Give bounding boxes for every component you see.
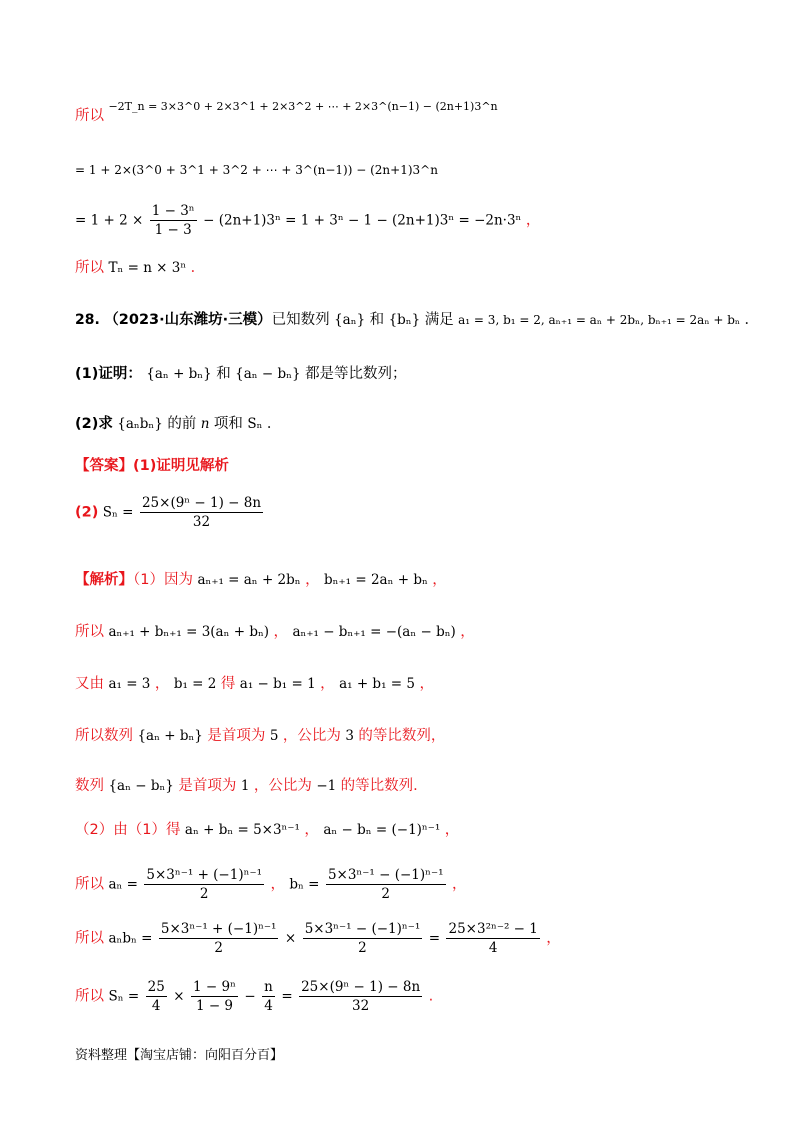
punctuation: ， — [154, 676, 170, 692]
analysis-line-6 — [75, 820, 459, 840]
analysis-line-4 — [75, 726, 445, 746]
equation: − (2n+1)3ⁿ = 1 + 3ⁿ − 1 − (2n+1)3ⁿ = −2n·3ⁿ — [203, 212, 522, 229]
denominator: 4 — [264, 998, 273, 1014]
equation: bₙ = — [289, 876, 320, 893]
punctuation: ， — [304, 822, 319, 838]
sequence-b: {bₙ} — [388, 312, 421, 328]
punctuation: ， — [305, 572, 320, 588]
equation: aₙ₊₁ = aₙ + 2bₙ — [197, 572, 301, 588]
sum-symbol: Sₙ — [247, 416, 263, 432]
equation: aₙ − bₙ = (−1)ⁿ⁻¹ — [323, 822, 441, 838]
fraction — [299, 978, 422, 1015]
equation: Sₙ = — [108, 988, 140, 1005]
punctuation: ， — [273, 624, 289, 640]
punctuation: ． — [744, 312, 760, 328]
analysis-text: 的等比数列， — [358, 728, 446, 744]
equation: bₙ₊₁ = 2aₙ + bₙ — [324, 572, 428, 588]
punctuation: ， — [444, 822, 460, 838]
equation: = 1 + 2 × — [75, 212, 144, 229]
equation: a₁ = 3 — [108, 676, 151, 692]
numerator: 1 − 3ⁿ — [151, 203, 195, 219]
denominator: 2 — [381, 886, 391, 902]
numerator: 5×3ⁿ⁻¹ + (−1)ⁿ⁻¹ — [146, 867, 262, 883]
fraction — [140, 494, 263, 531]
equation: Sₙ = — [102, 504, 134, 521]
equation: a₁ + b₁ = 5 — [339, 676, 415, 692]
analysis-text: 所以 — [75, 624, 104, 640]
value: 1 — [240, 778, 250, 794]
punctuation: ， — [451, 876, 467, 893]
answer-part-label: (2) — [75, 504, 99, 521]
fraction — [326, 866, 446, 903]
operator: − — [244, 988, 256, 1005]
answer-part-1: (1)证明见解析 — [133, 458, 229, 474]
punctuation: ， — [460, 624, 475, 640]
fraction — [446, 920, 539, 957]
fraction — [159, 920, 279, 957]
operator: × — [173, 988, 185, 1005]
fraction — [150, 202, 197, 239]
punctuation: ． — [190, 260, 206, 276]
analysis-text: ，公比为 — [253, 778, 312, 794]
analysis-text: 是首项为 — [207, 728, 266, 744]
analysis-line-8 — [75, 920, 561, 957]
numerator: 25×3²ⁿ⁻² − 1 — [448, 921, 538, 937]
stem-text: 和 — [369, 312, 385, 328]
numerator: 25 — [147, 979, 165, 995]
stem-text: 和 — [216, 366, 231, 382]
value: 5 — [269, 728, 279, 744]
sequence-a: {aₙ} — [334, 312, 366, 328]
fraction — [146, 978, 167, 1015]
analysis-line-5 — [75, 776, 418, 796]
solution-line-3 — [75, 202, 540, 239]
denominator: 2 — [199, 886, 209, 902]
operator: = — [428, 930, 441, 947]
analysis-line-9 — [75, 978, 433, 1015]
denominator: 4 — [488, 940, 498, 956]
punctuation: ， — [525, 212, 541, 229]
question-2 — [75, 414, 281, 434]
analysis-text: 得 — [220, 676, 236, 692]
numerator: 5×3ⁿ⁻¹ + (−1)ⁿ⁻¹ — [160, 921, 277, 937]
answer-line-1 — [75, 456, 229, 476]
analysis-text: 所以 — [75, 876, 104, 893]
analysis-line-3 — [75, 674, 434, 694]
stem-text: 都是等比数列； — [305, 366, 407, 382]
problem-number: 28. — [75, 312, 100, 328]
solution-line-2 — [75, 160, 438, 180]
answer-label: 【答案】 — [75, 458, 133, 474]
stem-text: 的前 — [167, 416, 197, 432]
denominator: 2 — [214, 940, 223, 956]
stem-text: 已知数列 — [271, 312, 330, 328]
denominator: 1 − 3 — [154, 222, 192, 238]
punctuation: . — [428, 988, 434, 1005]
solution-line-1 — [75, 98, 498, 124]
analysis-line-1 — [75, 570, 447, 590]
numerator: 5×3ⁿ⁻¹ − (−1)ⁿ⁻¹ — [327, 867, 444, 883]
numerator: n — [264, 979, 273, 995]
sequence: {aₙ − bₙ} — [108, 778, 174, 794]
fraction — [262, 978, 275, 1015]
value: 3 — [345, 728, 354, 744]
punctuation: ， — [432, 572, 447, 588]
footer-text: 资料整理【淘宝店铺：向阳百分百】 — [75, 1048, 284, 1063]
analysis-text: 所以 — [75, 988, 104, 1005]
analysis-line-2 — [75, 622, 475, 642]
analysis-label: 【解析】 — [75, 572, 133, 588]
analysis-text: （1）因为 — [133, 572, 193, 588]
question-label: (2)求 — [75, 416, 113, 432]
fraction — [191, 978, 238, 1015]
punctuation: ． — [266, 416, 282, 432]
analysis-text: 数列 — [75, 778, 104, 794]
solution-line-4 — [75, 258, 205, 278]
equation: a₁ − b₁ = 1 — [239, 676, 316, 692]
operator: × — [284, 930, 297, 947]
condition: a₁ = 3, b₁ = 2, aₙ₊₁ = aₙ + 2bₙ, bₙ₊₁ = 2aₙ + bₙ — [458, 313, 741, 327]
punctuation: ， — [270, 876, 285, 893]
stem-text: 项和 — [213, 416, 243, 432]
problem-stem — [75, 310, 759, 330]
analysis-text: 所以 — [75, 930, 104, 947]
analysis-text: 所以数列 — [75, 728, 133, 744]
analysis-line-7 — [75, 866, 466, 903]
equation: = 1 + 2×(3^0 + 3^1 + 3^2 + ⋯ + 3^(n−1)) − (2n+1)3^n — [75, 163, 438, 177]
denominator: 32 — [352, 998, 370, 1014]
equation: aₙ + bₙ = 5×3ⁿ⁻¹ — [184, 822, 300, 838]
page-footer — [75, 1046, 283, 1066]
analysis-text: 又由 — [75, 676, 104, 692]
variable-n: n — [200, 416, 210, 432]
equation: b₁ = 2 — [173, 676, 217, 692]
numerator: 5×3ⁿ⁻¹ − (−1)ⁿ⁻¹ — [304, 921, 421, 937]
punctuation: ， — [546, 930, 561, 947]
sequence: {aₙ − bₙ} — [235, 366, 301, 382]
sequence: {aₙ + bₙ} — [137, 728, 203, 744]
analysis-text: （2）由（1）得 — [75, 822, 181, 838]
problem-source: （2023·山东潍坊·三模） — [104, 312, 272, 328]
value: −1 — [316, 778, 337, 794]
punctuation: ， — [320, 676, 335, 692]
sequence: {aₙ + bₙ} — [146, 366, 212, 382]
denominator: 1 − 9 — [195, 998, 234, 1014]
stem-text: 满足 — [424, 312, 454, 328]
analysis-text: 的等比数列. — [340, 778, 418, 794]
equation: Tₙ = n × 3ⁿ — [108, 260, 187, 276]
fraction — [144, 866, 264, 903]
denominator: 4 — [151, 998, 161, 1014]
so-label: 所以 — [75, 108, 104, 124]
fraction — [303, 920, 423, 957]
numerator: 25×(9ⁿ − 1) − 8n — [141, 495, 262, 511]
equation: aₙ = — [108, 876, 138, 893]
operator: = — [281, 988, 293, 1005]
equation: aₙbₙ = — [108, 930, 153, 947]
equation: aₙ₊₁ + bₙ₊₁ = 3(aₙ + bₙ) — [108, 624, 270, 640]
answer-line-2 — [75, 494, 265, 531]
so-label: 所以 — [75, 260, 104, 276]
analysis-text: ，公比为 — [282, 728, 341, 744]
question-1 — [75, 364, 407, 384]
question-label: (1)证明： — [75, 366, 142, 382]
punctuation: ， — [419, 676, 434, 692]
equation: −2T_n = 3×3^0 + 2×3^1 + 2×3^2 + ⋯ + 2×3^(n−1) − (2n+1)3^n — [108, 100, 498, 113]
denominator: 2 — [358, 940, 367, 956]
numerator: 25×(9ⁿ − 1) − 8n — [301, 979, 421, 995]
denominator: 32 — [192, 514, 211, 530]
equation: aₙ₊₁ − bₙ₊₁ = −(aₙ − bₙ) — [292, 624, 456, 640]
numerator: 1 − 9ⁿ — [193, 979, 236, 995]
sequence: {aₙbₙ} — [117, 416, 163, 432]
analysis-text: 是首项为 — [178, 778, 237, 794]
